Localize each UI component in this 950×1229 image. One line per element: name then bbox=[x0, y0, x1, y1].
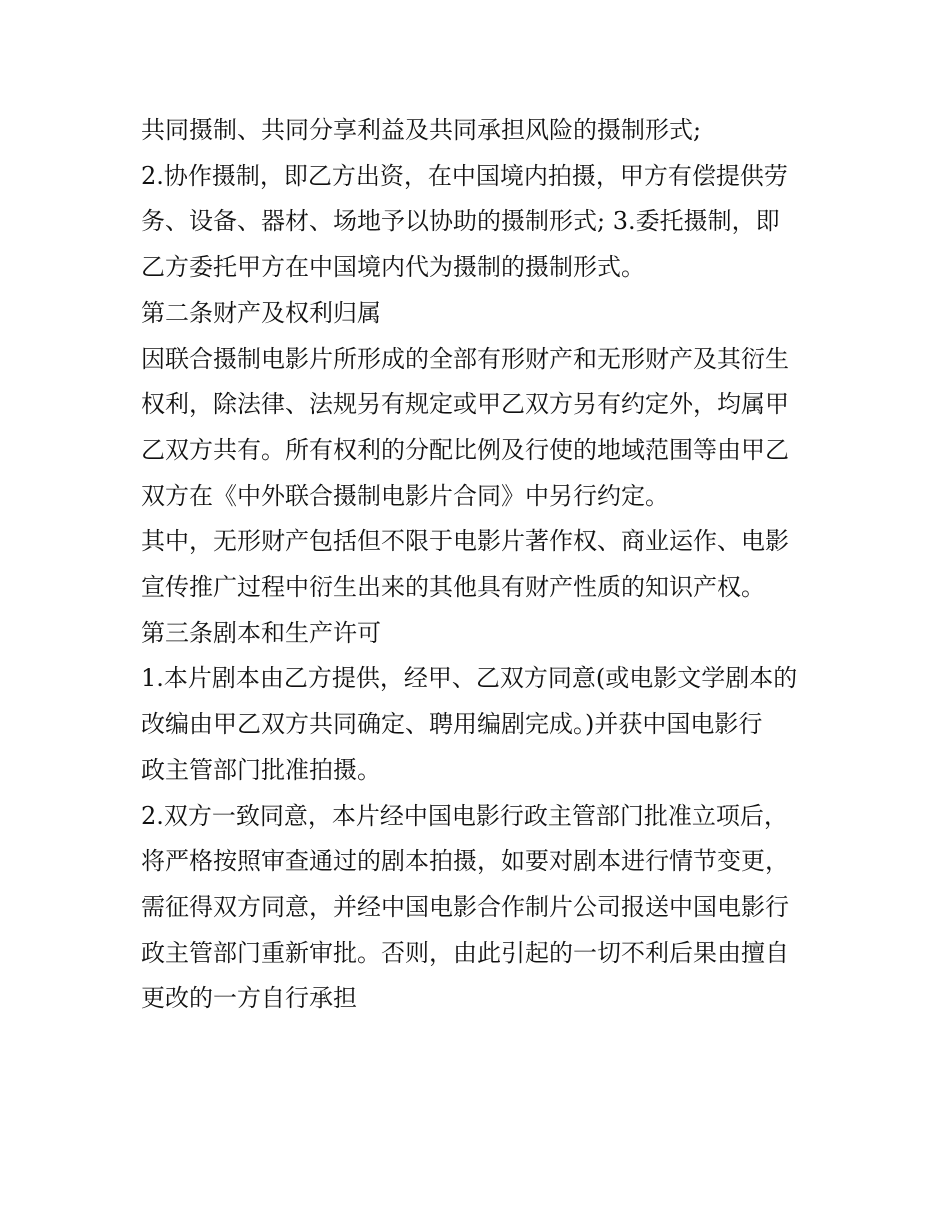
text-line: 乙双方共有。所有权利的分配比例及行使的地域范围等由甲乙 bbox=[141, 435, 789, 464]
section-heading: 第二条财产及权利归属 bbox=[141, 298, 381, 327]
text-line: 双方在《中外联合摄制电影片合同》中另行约定。 bbox=[141, 481, 669, 510]
text-line: 因联合摄制电影片所形成的全部有形财产和无形财产及其衍生 bbox=[141, 344, 789, 373]
section-heading: 第三条剧本和生产许可 bbox=[141, 618, 381, 647]
text-line: 共同摄制、共同分享利益及共同承担风险的摄制形式; bbox=[141, 116, 702, 144]
text-line: 将严格按照审查通过的剧本拍摄，如要对剧本进行情节变更， bbox=[141, 847, 789, 876]
text-line: 更改的一方自行承担 bbox=[141, 984, 357, 1013]
text-line: 1.本片剧本由乙方提供，经甲、乙双方同意(或电影文学剧本的 bbox=[141, 664, 798, 693]
text-line: 政主管部门重新审批。否则，由此引起的一切不利后果由擅自 bbox=[141, 938, 789, 967]
text-line: 权利，除法律、法规另有规定或甲乙双方另有约定外，均属甲 bbox=[141, 390, 789, 419]
text-line: 2.协作摄制，即乙方出资，在中国境内拍摄，甲方有偿提供劳 bbox=[141, 161, 788, 190]
text-line: 宣传推广过程中衍生出来的其他具有财产性质的知识产权。 bbox=[141, 573, 765, 602]
text-line: 改编由甲乙双方共同确定、聘用编剧完成。)并获中国电影行 bbox=[141, 710, 763, 739]
text-line: 2.双方一致同意，本片经中国电影行政主管部门批准立项后， bbox=[141, 801, 788, 830]
text-line: 其中，无形财产包括但不限于电影片著作权、商业运作、电影 bbox=[141, 527, 789, 556]
document-body bbox=[141, 108, 821, 1022]
text-line: 乙方委托甲方在中国境内代为摄制的摄制形式。 bbox=[141, 253, 645, 282]
text-line: 政主管部门批准拍摄。 bbox=[141, 755, 381, 784]
text-line: 务、设备、器材、场地予以协助的摄制形式; 3.委托摄制，即 bbox=[141, 207, 780, 236]
text-line: 需征得双方同意，并经中国电影合作制片公司报送中国电影行 bbox=[141, 892, 789, 921]
